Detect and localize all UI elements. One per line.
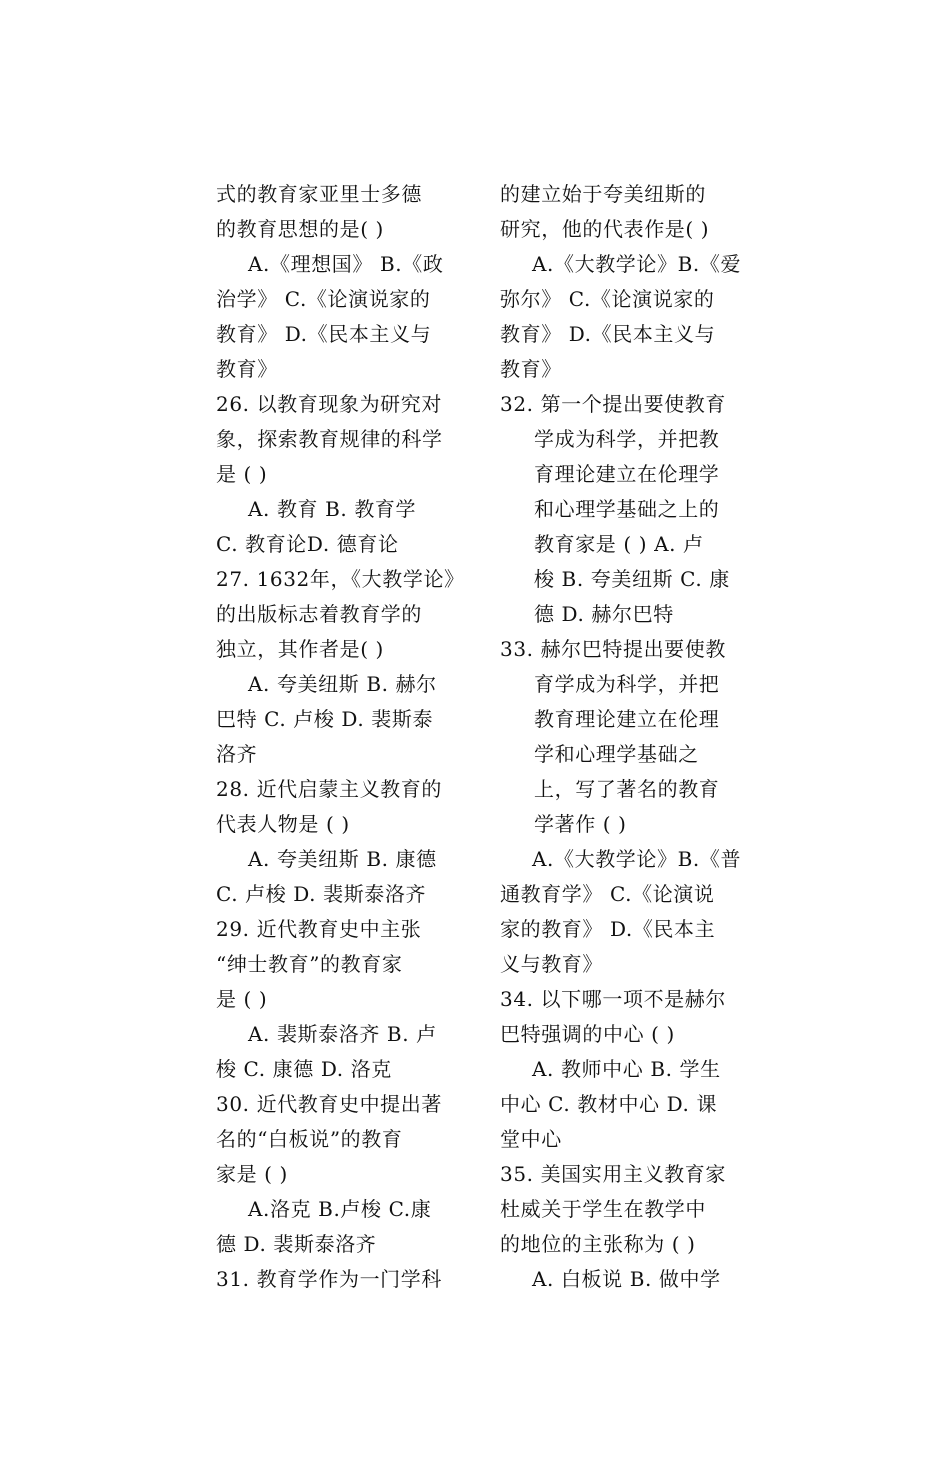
text-line: 26. 以教育现象为研究对 <box>216 392 442 416</box>
text-line: A.《大教学论》B.《爱 <box>532 252 742 276</box>
text-line: 研究，他的代表作是( ) <box>500 217 710 241</box>
text-line: 教育》 D.《民本主义与 <box>500 322 716 346</box>
text-line: 学和心理学基础之 <box>534 742 699 766</box>
text-line: 和心理学基础之上的 <box>534 497 720 521</box>
right-column <box>500 177 740 1297</box>
text-line: 家是 ( ) <box>216 1162 288 1186</box>
text-line: 德 D. 裴斯泰洛齐 <box>216 1232 377 1256</box>
text-line: 28. 近代启蒙主义教育的 <box>216 777 442 801</box>
text-line: A. 夸美纽斯 B. 赫尔 <box>248 672 437 696</box>
text-line: 象，探索教育规律的科学 <box>216 427 443 451</box>
text-line: 梭 C. 康德 D. 洛克 <box>216 1057 392 1081</box>
text-line: 代表人物是 ( ) <box>216 812 350 836</box>
text-line: 杜威关于学生在教学中 <box>500 1197 706 1221</box>
text-line: C. 教育论D. 德育论 <box>216 532 399 556</box>
text-line: A. 裴斯泰洛齐 B. 卢 <box>248 1022 437 1046</box>
text-line: 34. 以下哪一项不是赫尔 <box>500 987 726 1011</box>
text-line: 通教育学》 C.《论演说 <box>500 882 715 906</box>
text-line: 33. 赫尔巴特提出要使教 <box>500 637 726 661</box>
text-line: 的出版标志着教育学的 <box>216 602 422 626</box>
text-line: 学成为科学，并把教 <box>534 427 720 451</box>
text-line: 教育》 <box>216 357 278 381</box>
text-line: “绅士教育”的教育家 <box>216 952 403 976</box>
text-line: 29. 近代教育史中主张 <box>216 917 422 941</box>
text-line: 31. 教育学作为一门学科 <box>216 1267 442 1291</box>
text-line: 的教育思想的是( ) <box>216 217 384 241</box>
text-line: A.洛克 B.卢梭 C.康 <box>248 1197 432 1221</box>
text-line: A. 夸美纽斯 B. 康德 <box>248 847 437 871</box>
text-line: 教育》 <box>500 357 562 381</box>
text-line: 梭 B. 夸美纽斯 C. 康 <box>534 567 730 591</box>
text-line: 独立，其作者是( ) <box>216 637 384 661</box>
text-line: 教育家是 ( ) A. 卢 <box>534 532 704 556</box>
text-line: 名的“白板说”的教育 <box>216 1127 403 1151</box>
text-line: 上，写了著名的教育 <box>534 777 720 801</box>
text-line: 弥尔》 C.《论演说家的 <box>500 287 715 311</box>
text-line: 巴特 C. 卢梭 D. 裴斯泰 <box>216 707 434 731</box>
text-line: 27. 1632年，《大教学论》 <box>216 567 465 591</box>
text-line: 中心 C. 教材中心 D. 课 <box>500 1092 718 1116</box>
text-line: 是 ( ) <box>216 987 268 1011</box>
text-line: 的地位的主张称为 ( ) <box>500 1232 696 1256</box>
text-line: 35. 美国实用主义教育家 <box>500 1162 726 1186</box>
text-line: 学著作 ( ) <box>534 812 627 836</box>
text-line: 是 ( ) <box>216 462 268 486</box>
text-line: 教育》 D.《民本主义与 <box>216 322 432 346</box>
text-line: A. 教育 B. 教育学 <box>248 497 417 521</box>
text-line: 义与教育》 <box>500 952 603 976</box>
text-line: 治学》 C.《论演说家的 <box>216 287 431 311</box>
text-line: A. 白板说 B. 做中学 <box>532 1267 721 1291</box>
left-column <box>216 177 465 1297</box>
text-line: 式的教育家亚里士多德 <box>216 182 422 206</box>
text-line: 30. 近代教育史中提出著 <box>216 1092 442 1116</box>
text-line: A.《大教学论》B.《普 <box>532 847 742 871</box>
text-line: 32. 第一个提出要使教育 <box>500 392 726 416</box>
text-line: 堂中心 <box>500 1127 562 1151</box>
text-line: 家的教育》 D.《民本主 <box>500 917 716 941</box>
text-line: A. 教师中心 B. 学生 <box>532 1057 721 1081</box>
text-line: 育学成为科学，并把 <box>534 672 720 696</box>
text-line: C. 卢梭 D. 裴斯泰洛齐 <box>216 882 427 906</box>
text-line: 巴特强调的中心 ( ) <box>500 1022 675 1046</box>
text-line: 的建立始于夸美纽斯的 <box>500 182 706 206</box>
text-line: 洛齐 <box>216 742 258 766</box>
text-line: A.《理想国》 B.《政 <box>248 252 444 276</box>
text-line: 德 D. 赫尔巴特 <box>534 602 674 626</box>
text-line: 教育理论建立在伦理 <box>534 707 720 731</box>
text-line: 育理论建立在伦理学 <box>534 462 720 486</box>
